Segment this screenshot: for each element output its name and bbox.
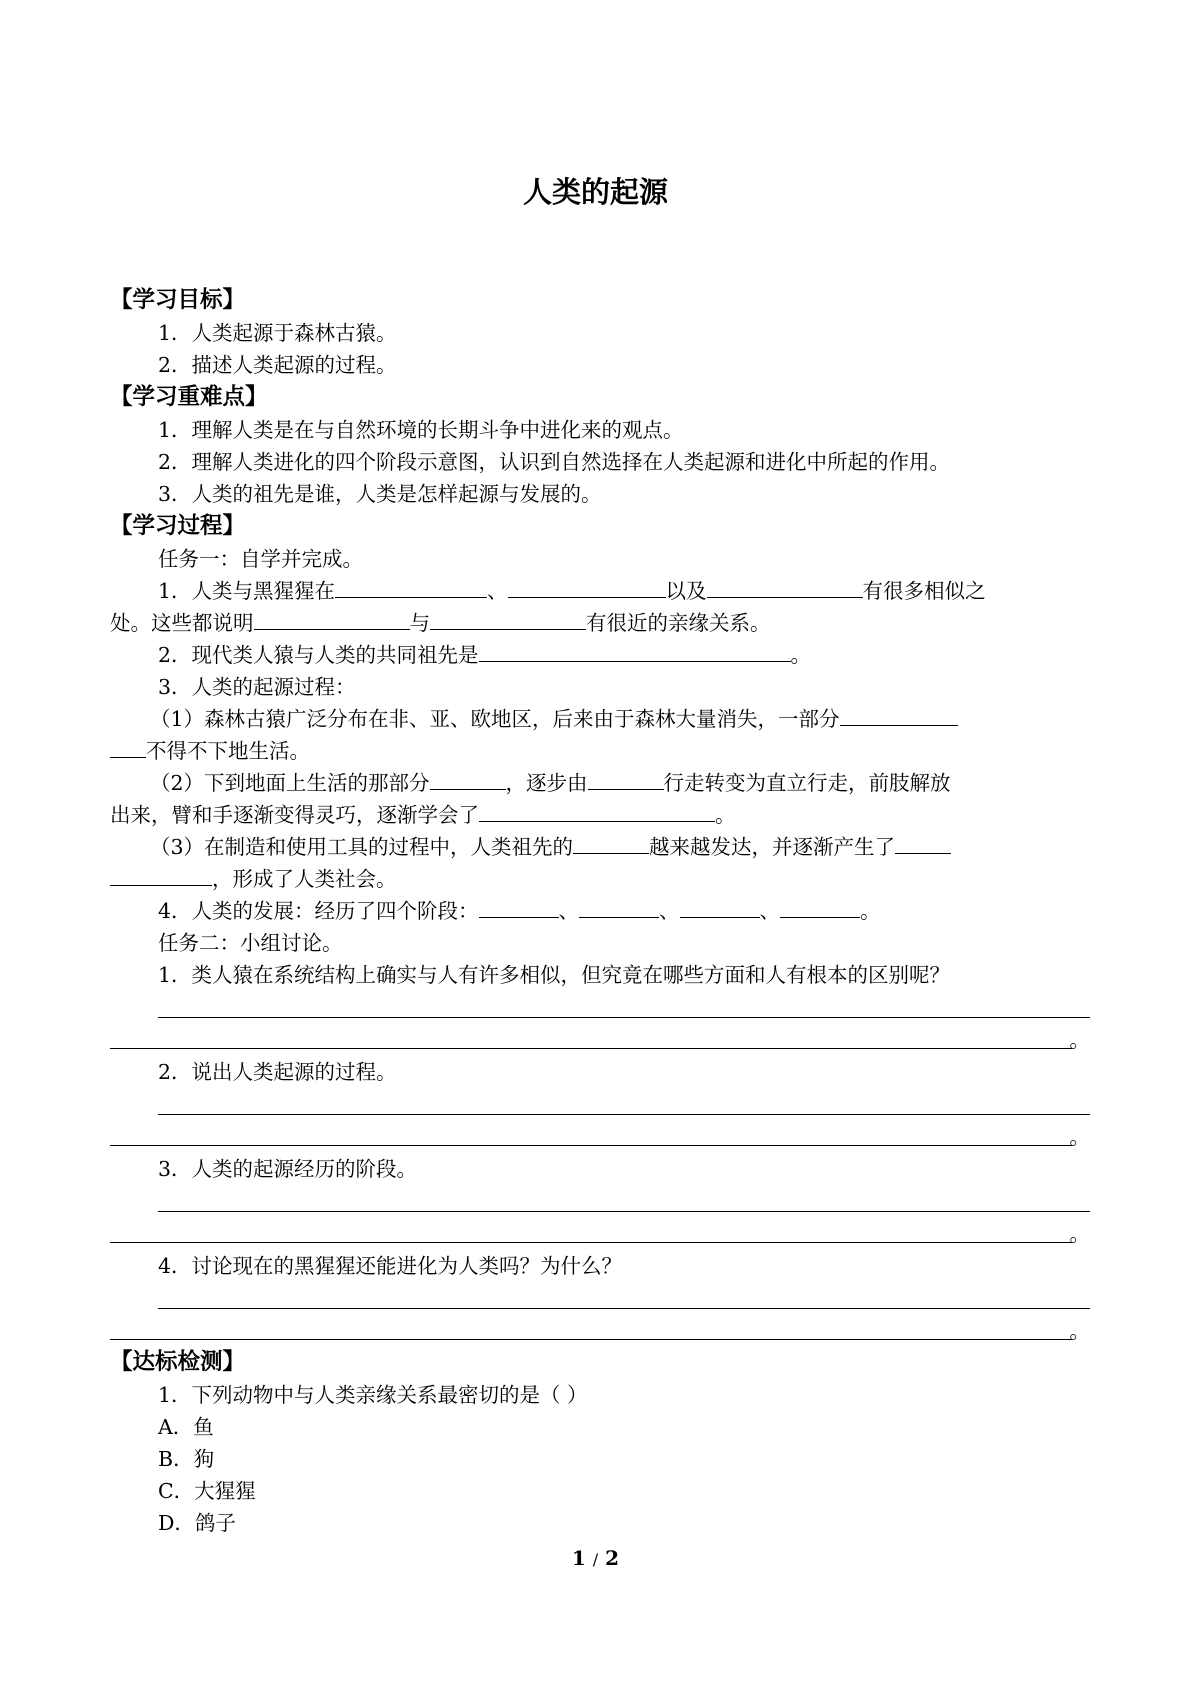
section-heading-test: 【达标检测】	[110, 1349, 246, 1375]
fill-blank[interactable]	[110, 735, 146, 758]
key-point-item: 3．人类的祖先是谁，人类是怎样起源与发展的。	[158, 482, 602, 506]
answer-period: 。	[1069, 1319, 1090, 1343]
question-3: 3．人类的起源过程：	[158, 675, 356, 699]
task-two-label: 任务二：小组讨论。	[158, 931, 343, 955]
fill-blank[interactable]	[430, 607, 586, 630]
page-total: 2	[605, 1546, 620, 1570]
page-separator: /	[592, 1550, 599, 1569]
fill-blank[interactable]	[780, 895, 860, 918]
test-option[interactable]: D．鸽子	[158, 1511, 236, 1535]
question-3-2-line-2	[110, 799, 1090, 831]
fill-blank[interactable]	[895, 831, 951, 854]
q3-1-text: 不得不下地生活。	[146, 739, 310, 763]
question-3-3-line-1	[110, 831, 1090, 863]
answer-period: 。	[1069, 1222, 1090, 1246]
answer-period: 。	[1069, 1028, 1090, 1052]
question-4	[110, 895, 1090, 927]
section-heading-process: 【学习过程】	[110, 513, 246, 539]
key-point-item: 2．理解人类进化的四个阶段示意图，认识到自然选择在人类起源和进化中所起的作用。	[158, 450, 951, 474]
q3-2-text: 出来，臂和手逐渐变得灵巧，逐渐学会了	[110, 803, 479, 827]
fill-blank[interactable]	[680, 895, 760, 918]
q1-text: 有很近的亲缘关系。	[586, 611, 771, 635]
q4-end: 。	[860, 899, 881, 923]
answer-period: 。	[1069, 1125, 1090, 1149]
answer-line[interactable]	[110, 991, 1090, 1022]
question-3-1-line-2	[110, 735, 1090, 767]
fill-blank[interactable]	[579, 895, 659, 918]
q3-2-text: （2）下到地面上生活的那部分	[150, 771, 430, 795]
section-heading-goals: 【学习目标】	[110, 287, 246, 313]
answer-line[interactable]	[110, 1216, 1090, 1247]
question-2	[110, 639, 1090, 671]
fill-blank[interactable]	[588, 767, 664, 790]
fill-blank[interactable]	[479, 639, 791, 662]
test-option[interactable]: B．狗	[158, 1447, 215, 1471]
fill-blank[interactable]	[508, 575, 666, 598]
answer-line[interactable]	[110, 1282, 1090, 1313]
fill-blank[interactable]	[335, 575, 487, 598]
document-title: 人类的起源	[522, 175, 668, 209]
q4-sep: 、	[558, 899, 580, 923]
discussion-question: 2．说出人类起源的过程。	[158, 1060, 397, 1084]
question-1-line-2	[110, 607, 1090, 639]
document-body	[110, 284, 1090, 1539]
goal-item: 1．人类起源于森林古猿。	[158, 321, 397, 345]
answer-line[interactable]	[110, 1313, 1090, 1344]
fill-blank[interactable]	[840, 703, 958, 726]
fill-blank[interactable]	[110, 863, 212, 886]
q2-text: 。	[790, 643, 812, 667]
q4-text: 4．人类的发展：经历了四个阶段：	[158, 899, 479, 923]
q1-text: 与	[409, 611, 430, 635]
q1-text: 处。这些都说明	[110, 611, 254, 635]
q1-text: 、	[487, 579, 508, 603]
q4-sep: 、	[759, 899, 781, 923]
question-3-2-line-1	[110, 767, 1090, 799]
test-question: 1．下列动物中与人类亲缘关系最密切的是（ ）	[158, 1383, 588, 1407]
task-one-label: 任务一：自学并完成。	[158, 547, 363, 571]
q1-text: 以及	[665, 579, 707, 603]
fill-blank[interactable]	[430, 767, 506, 790]
answer-line[interactable]	[110, 1088, 1090, 1119]
question-3-3-line-2	[110, 863, 1090, 895]
test-option[interactable]: C．大猩猩	[158, 1479, 256, 1503]
key-point-item: 1．理解人类是在与自然环境的长期斗争中进化来的观点。	[158, 418, 684, 442]
q3-1-text: （1）森林古猿广泛分布在非、亚、欧地区，后来由于森林大量消失，一部分	[150, 707, 840, 731]
discussion-question: 3．人类的起源经历的阶段。	[158, 1157, 418, 1181]
fill-blank[interactable]	[254, 607, 410, 630]
q3-3-text: 越来越发达，并逐渐产生了	[649, 835, 896, 859]
answer-line[interactable]	[110, 1119, 1090, 1150]
section-heading-key-points: 【学习重难点】	[110, 384, 268, 410]
q4-sep: 、	[659, 899, 680, 923]
q3-2-text: 行走转变为直立行走，前肢解放	[663, 771, 951, 795]
question-3-1-line-1	[110, 703, 1090, 735]
question-1-line-1	[110, 575, 1090, 607]
fill-blank[interactable]	[479, 799, 715, 822]
fill-blank[interactable]	[573, 831, 649, 854]
answer-line[interactable]	[110, 1022, 1090, 1053]
q1-text: 有很多相似之	[862, 579, 986, 603]
q2-text: 2．现代类人猿与人类的共同祖先是	[158, 643, 479, 667]
q3-3-text: （3）在制造和使用工具的过程中，人类祖先的	[150, 835, 574, 859]
q3-3-text: ，形成了人类社会。	[212, 867, 397, 891]
fill-blank[interactable]	[479, 895, 559, 918]
fill-blank[interactable]	[707, 575, 863, 598]
q1-text: 1．人类与黑猩猩在	[158, 579, 336, 603]
page-current: 1	[571, 1546, 586, 1570]
q3-2-text: 。	[715, 803, 736, 827]
discussion-question: 1．类人猿在系统结构上确实与人有许多相似，但究竟在哪些方面和人有根本的区别呢？	[158, 963, 951, 987]
page-number	[0, 1546, 1191, 1570]
discussion-question: 4．讨论现在的黑猩猩还能进化为人类吗？为什么？	[158, 1254, 623, 1278]
goal-item: 2．描述人类起源的过程。	[158, 353, 397, 377]
test-option[interactable]: A．鱼	[158, 1415, 214, 1439]
q3-2-text: ，逐步由	[505, 771, 588, 795]
answer-line[interactable]	[110, 1185, 1090, 1216]
